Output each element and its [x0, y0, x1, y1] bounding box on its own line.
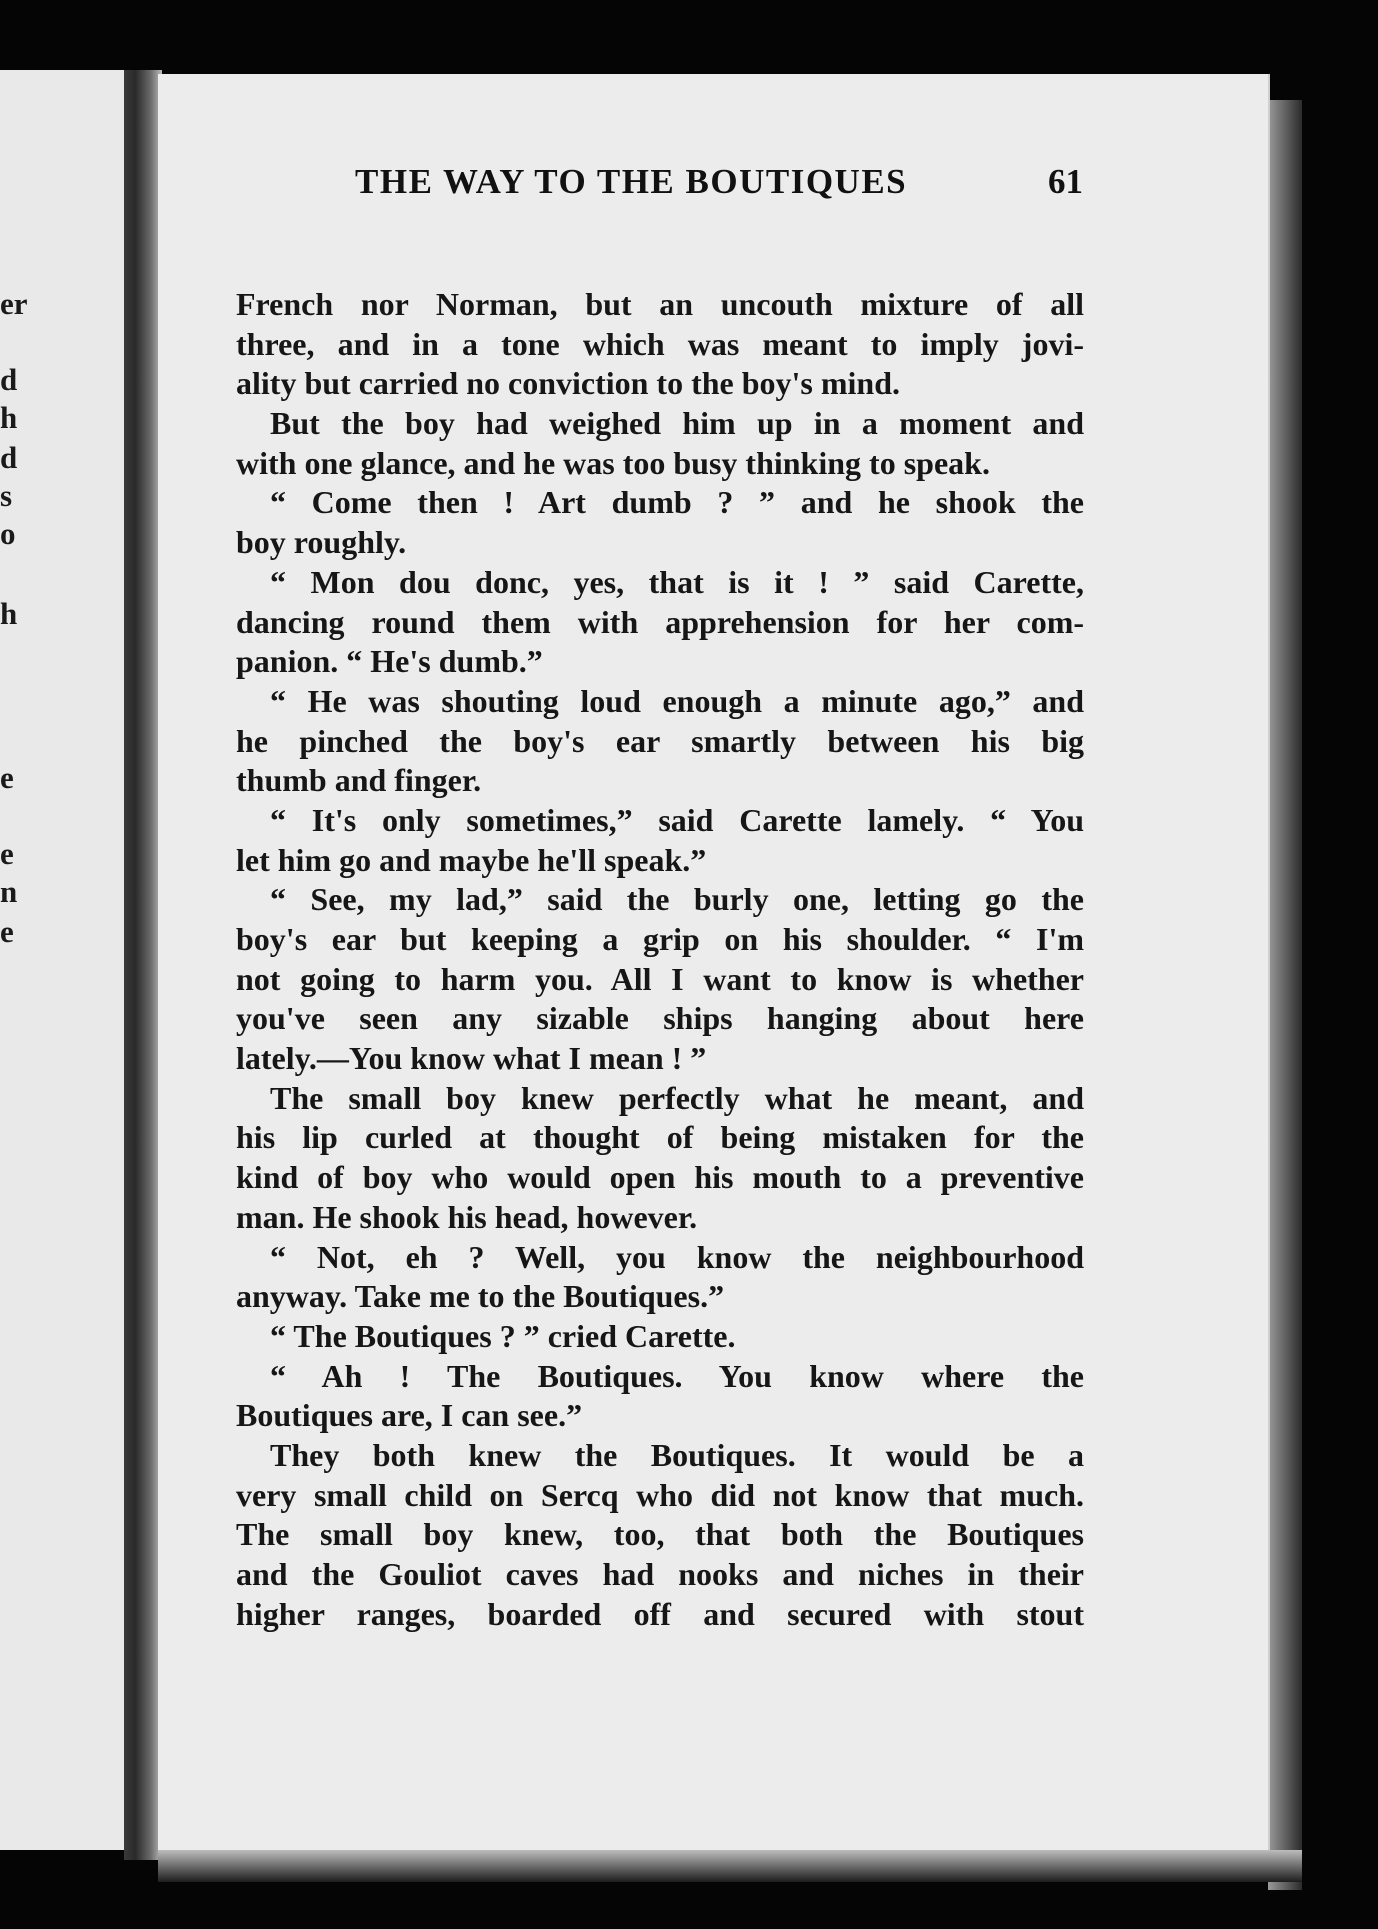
text-line: let him go and maybe he'll speak.” [236, 841, 707, 878]
text-line: man. He shook his head, however. [236, 1198, 698, 1235]
text-line: “ He was shouting loud enough a minute ago,” and [270, 682, 1084, 719]
text-line: “ Ah ! The Boutiques. You know where the [270, 1357, 1084, 1394]
text-line: panion. “ He's dumb.” [236, 643, 543, 680]
text-line: The small boy knew perfectly what he meant, and [270, 1079, 1084, 1116]
text-line: higher ranges, boarded off and secured with stout [236, 1595, 1084, 1632]
text-line: ality but carried no conviction to the boy's mind. [236, 365, 901, 402]
text-line: French nor Norman, but an uncouth mixture of all [236, 286, 1084, 322]
text-line: lately.—You know what I mean ! ” [236, 1040, 707, 1077]
text-line: But the boy had weighed him up in a moment and [270, 405, 1084, 442]
text-line: “ Mon dou donc, yes, that is it ! ” said Carette, [270, 563, 1084, 600]
text-line: anyway. Take me to the Boutiques.” [236, 1278, 725, 1315]
facing-page-fragment: e [0, 914, 14, 949]
facing-page-fragment: d [0, 362, 18, 397]
text-line: Boutiques are, I can see.” [236, 1397, 583, 1434]
text-line: “ Not, eh ? Well, you know the neighbourhood [270, 1238, 1084, 1275]
facing-page-fragment: o [0, 516, 16, 551]
book-gutter [124, 70, 162, 1860]
facing-page-fragment: h [0, 400, 18, 435]
facing-page-fragment: d [0, 440, 18, 475]
text-line: “ The Boutiques ? ” cried Carette. [270, 1317, 736, 1354]
body-text [236, 285, 1084, 1634]
text-line: he pinched the boy's ear smartly between his big [236, 722, 1084, 759]
facing-page-fragment: h [0, 596, 18, 631]
text-line: and the Gouliot caves had nooks and niches in their [236, 1556, 1084, 1592]
text-line: The small boy knew, too, that both the Boutiques [236, 1516, 1084, 1553]
text-line: boy roughly. [236, 524, 407, 561]
facing-page-fragment: e [0, 836, 14, 871]
text-line: dancing round them with apprehension for her com- [236, 603, 1084, 640]
facing-page-fragment: e [0, 760, 14, 795]
page-number: 61 [1048, 162, 1083, 201]
text-line: three, and in a tone which was meant to imply jovi- [236, 325, 1084, 362]
facing-page-fragment: er [0, 286, 28, 321]
text-line: They both knew the Boutiques. It would be a [270, 1436, 1084, 1473]
text-line: boy's ear but keeping a grip on his shoulder. “ I'm [236, 921, 1084, 957]
text-line: thumb and finger. [236, 762, 482, 799]
page-edge [1268, 100, 1302, 1890]
text-line: “ Come then ! Art dumb ? ” and he shook the [270, 484, 1084, 521]
running-head: THE WAY TO THE BOUTIQUES [355, 162, 908, 201]
text-line: his lip curled at thought of being mistaken for the [236, 1119, 1084, 1156]
facing-page-fragment: s [0, 478, 13, 513]
facing-page-text [0, 70, 128, 1850]
text-line: very small child on Sercq who did not know that much. [236, 1476, 1084, 1513]
page-bottom-shadow [158, 1850, 1302, 1882]
facing-page-fragment: n [0, 874, 18, 909]
text-line: you've seen any sizable ships hanging about here [236, 1000, 1084, 1037]
page-header [197, 150, 1083, 205]
text-line: with one glance, and he was too busy thinking to speak. [236, 444, 990, 481]
text-line: kind of boy who would open his mouth to a preventive [236, 1159, 1084, 1196]
text-line: not going to harm you. All I want to know is whether [236, 960, 1084, 997]
text-line: “ See, my lad,” said the burly one, letting go the [270, 881, 1084, 918]
text-line: “ It's only sometimes,” said Carette lamely. “ You [270, 801, 1084, 838]
facing-page [0, 70, 128, 1850]
